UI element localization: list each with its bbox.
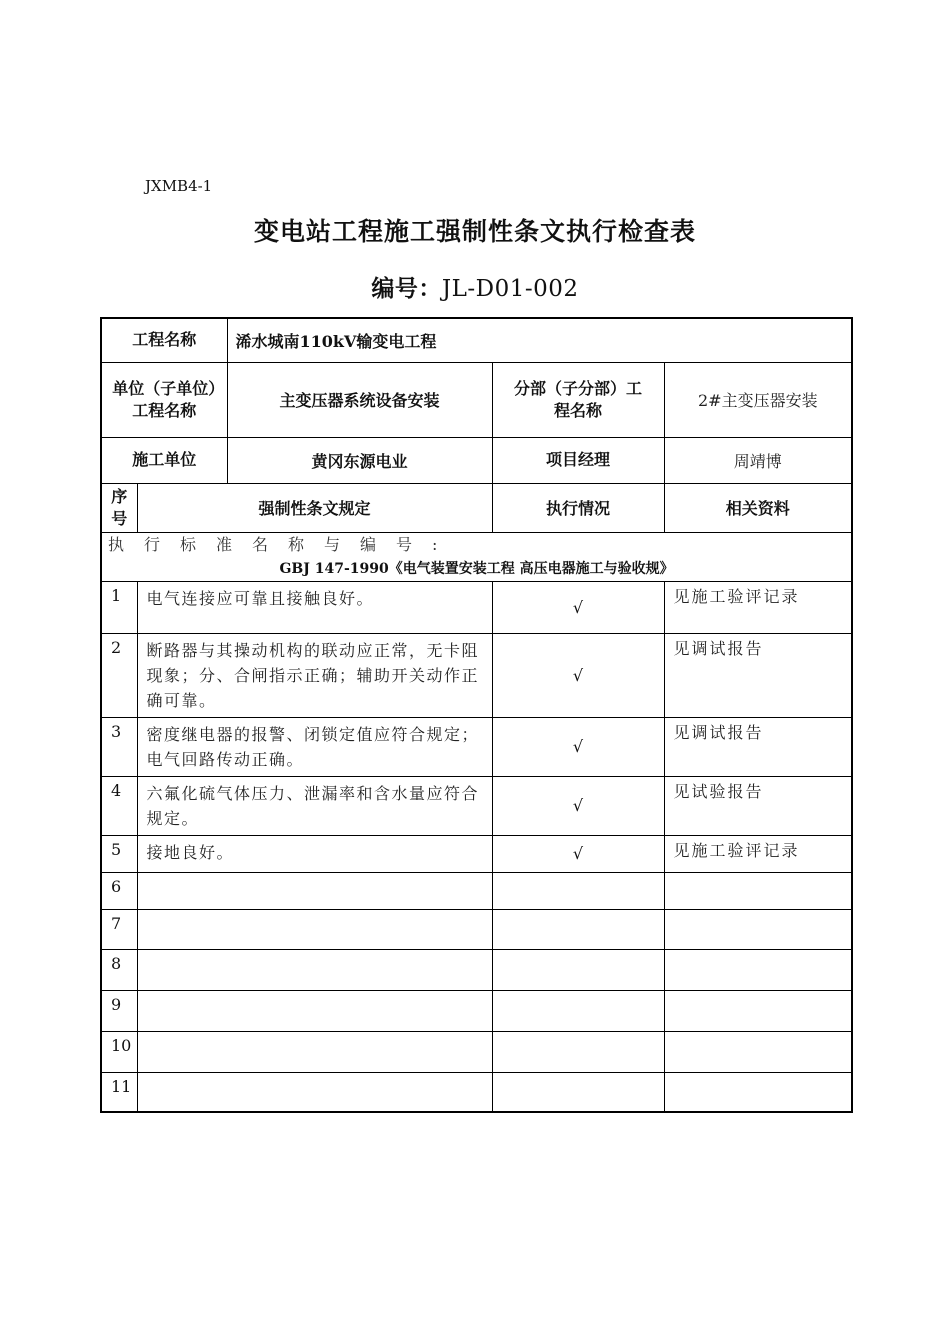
requirement-text — [137, 909, 492, 949]
execution-header: 执行情况 — [492, 483, 664, 532]
document-title: 变电站工程施工强制性条文执行检查表 — [253, 217, 696, 246]
row-number — [101, 633, 137, 717]
project-name-label: 工程名称 — [101, 318, 227, 362]
execution-mark — [492, 1072, 664, 1112]
table-row — [101, 633, 852, 717]
table-row — [101, 581, 852, 633]
table-row — [101, 717, 852, 776]
execution-mark: √ — [492, 581, 664, 633]
division-value: 2#主变压器安装 — [664, 362, 852, 437]
requirement-text: 电气连接应可靠且接触良好。 — [137, 581, 492, 633]
reference-text: 见调试报告 — [664, 633, 852, 717]
execution-mark — [492, 872, 664, 909]
row-number — [101, 872, 137, 909]
unit-value: 主变压器系统设备安装 — [227, 362, 492, 437]
row-number-text: 6 — [111, 876, 122, 896]
execution-mark: √ — [492, 717, 664, 776]
document-number — [0, 270, 950, 303]
manager-value: 周靖博 — [664, 437, 852, 483]
reference-text — [664, 990, 852, 1031]
requirement-text: 六氟化硫气体压力、泄漏率和含水量应符合规定。 — [137, 776, 492, 835]
clause-rows — [101, 581, 852, 1112]
table-row — [101, 949, 852, 990]
table-row — [101, 990, 852, 1031]
project-name-row — [101, 318, 852, 362]
row-number — [101, 776, 137, 835]
execution-mark: √ — [492, 835, 664, 872]
execution-mark — [492, 949, 664, 990]
contractor-value: 黄冈东源电业 — [227, 437, 492, 483]
standard-row — [101, 532, 852, 581]
column-header-row — [101, 483, 852, 532]
requirement-text — [137, 949, 492, 990]
reference-header: 相关资料 — [664, 483, 852, 532]
standard-value: GBJ 147-1990《电气装置安装工程 高压电器施工与验收规》 — [279, 560, 674, 577]
row-number — [101, 949, 137, 990]
reference-text — [664, 1031, 852, 1072]
execution-mark: √ — [492, 776, 664, 835]
number-value: JL-D01-002 — [441, 276, 579, 302]
row-number-text: 2 — [111, 637, 122, 657]
requirement-text — [137, 1072, 492, 1112]
reference-text: 见施工验评记录 — [664, 835, 852, 872]
row-number-text: 1 — [111, 585, 122, 605]
row-number-text: 11 — [111, 1076, 132, 1096]
requirement-text: 断路器与其操动机构的联动应正常，无卡阻现象；分、合闸指示正确；辅助开关动作正确可靠。 — [137, 633, 492, 717]
reference-text — [664, 909, 852, 949]
execution-mark: √ — [492, 633, 664, 717]
row-number — [101, 835, 137, 872]
execution-mark — [492, 990, 664, 1031]
row-number-text: 4 — [111, 780, 122, 800]
requirement-header: 强制性条文规定 — [137, 483, 492, 532]
seq-header: 序号 — [101, 483, 137, 532]
row-number-text: 5 — [111, 839, 122, 859]
table-row — [101, 872, 852, 909]
table-row — [101, 909, 852, 949]
requirement-text — [137, 872, 492, 909]
requirement-text — [137, 1031, 492, 1072]
row-number — [101, 581, 137, 633]
reference-text: 见试验报告 — [664, 776, 852, 835]
reference-text: 见调试报告 — [664, 717, 852, 776]
row-number-text: 3 — [111, 721, 122, 741]
standard-label: 执行标准名称与编号: — [108, 534, 458, 554]
table-row — [101, 776, 852, 835]
form-code: JXMB4-1 — [145, 177, 213, 195]
manager-label: 项目经理 — [492, 437, 664, 483]
project-name-value: 浠水城南110kV输变电工程 — [227, 318, 852, 362]
execution-mark — [492, 909, 664, 949]
reference-text — [664, 872, 852, 909]
table-row — [101, 1031, 852, 1072]
contractor-label: 施工单位 — [101, 437, 227, 483]
execution-mark — [492, 1031, 664, 1072]
number-label: 编号： — [371, 275, 442, 302]
row-number — [101, 1072, 137, 1112]
row-number — [101, 717, 137, 776]
row-number-text: 10 — [111, 1035, 132, 1055]
row-number — [101, 990, 137, 1031]
row-number — [101, 909, 137, 949]
division-label: 分部（子分部）工程名称 — [492, 362, 664, 437]
table-row — [101, 835, 852, 872]
requirement-text: 接地良好。 — [137, 835, 492, 872]
unit-row — [101, 362, 852, 437]
row-number — [101, 1031, 137, 1072]
inspection-table — [100, 317, 853, 1113]
reference-text — [664, 1072, 852, 1112]
contractor-row — [101, 437, 852, 483]
row-number-text: 7 — [111, 913, 122, 933]
row-number-text: 8 — [111, 953, 122, 973]
requirement-text: 密度继电器的报警、闭锁定值应符合规定；电气回路传动正确。 — [137, 717, 492, 776]
row-number-text: 9 — [111, 994, 122, 1014]
table-row — [101, 1072, 852, 1112]
unit-label: 单位（子单位）工程名称 — [101, 362, 227, 437]
requirement-text — [137, 990, 492, 1031]
reference-text — [664, 949, 852, 990]
reference-text: 见施工验评记录 — [664, 581, 852, 633]
